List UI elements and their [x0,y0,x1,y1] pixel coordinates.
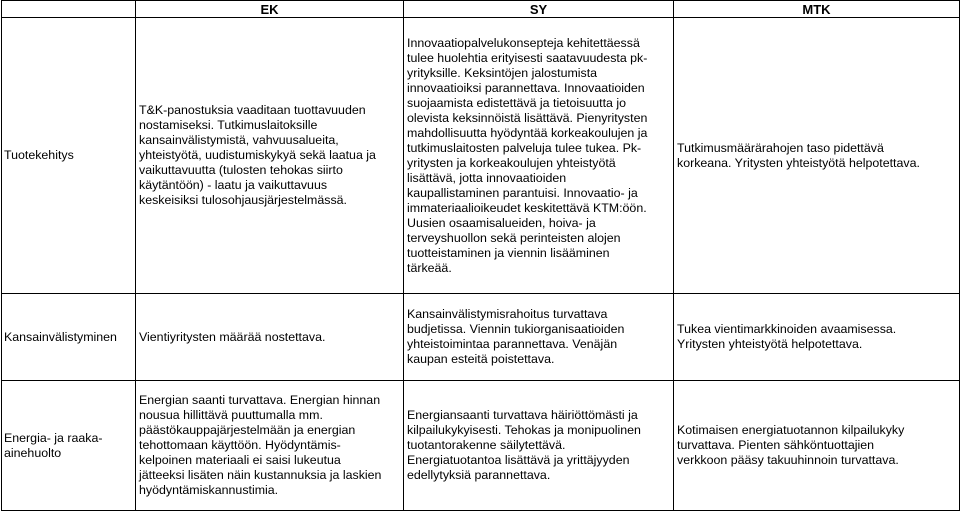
table-row [2,381,960,511]
cell-sy: Kansainvälistymisrahoitus turvattava budjetissa. Viennin tukiorganisaatioiden yhteistoimintaa parannettava. Venäjän kaupan esteitä poistettava. [404,294,674,381]
header-mtk: MTK [674,1,960,18]
header-row [2,1,960,18]
cell-mtk: Tukea vientimarkkinoiden avaamisessa. Yritysten yhteistyötä helpotettava. [674,294,960,381]
cell-mtk: Tutkimusmäärärahojen taso pidettävä korkeana. Yritysten yhteistyötä helpotettava. [674,18,960,294]
cell-sy: Innovaatiopalvelukonsepteja kehitettäessä tulee huolehtia erityisesti saatavuudesta pk- yrityksille. Keksintöjen jalostumista innovaatioiksi parannettava. Innovaatioiden suojaamista edistettävä ja tietoisuutta jo olevista keksinnöistä lisättävä. Pienyritysten mahdollisuutta hyödyntää korkeakoulujen ja tutkimuslaitosten palveluja tulee tukea. Pk- yritysten ja korkeakoulujen yhteistyötä lisättävä, jotta innovaatioiden kaupallistaminen parantuisi. Innovaatio- ja immateriaalioikeudet keskitettävä KTM:öön. Uusien osaamisalueiden, hoiva- ja terveyshuollon sekä perinteisten alojen tuotteistaminen ja viennin lisääminen tärkeää. [404,18,674,294]
cell-sy: Energiansaanti turvattava häiriöttömästi ja kilpailukykyisesti. Tehokas ja monipuolinen tuotantorakenne säilytettävä. Energiatuotantoa lisättävä ja yrittäjyyden edellytyksiä parannettava. [404,381,674,511]
row-label-energia: Energia- ja raaka- ainehuolto [2,381,136,511]
table-row [2,18,960,294]
cell-ek: Energian saanti turvattava. Energian hinnan nousua hillittävä puuttumalla mm. päästökauppajärjestelmään ja energian tehottomaan käyttöön. Hyödyntämis- kelpoinen materiaali ei saisi lukeutua jätteeksi lisäten näin kustannuksia ja laskien hyödyntämiskannustimia. [136,381,404,511]
comparison-table [1,0,960,511]
header-corner-cell [2,1,136,18]
row-label-tuotekehitys: Tuotekehitys [2,18,136,294]
table-row [2,294,960,381]
cell-ek: T&K-panostuksia vaaditaan tuottavuuden nostamiseksi. Tutkimuslaitoksille kansainvälistymistä, vahvuusalueita, yhteistyötä, uudistumiskykyä sekä laatua ja vaikuttavuutta (tulosten tehokas siirto käytäntöön) - laatu ja vaikuttavuus keskeisiksi tulosohjausjärjestelmässä. [136,18,404,294]
cell-ek: Vientiyritysten määrää nostettava. [136,294,404,381]
header-sy: SY [404,1,674,18]
row-label-kansainvalistyminen: Kansainvälistyminen [2,294,136,381]
cell-mtk: Kotimaisen energiatuotannon kilpailukyky turvattava. Pienten sähköntuottajien verkkoon pääsy takuuhinnoin turvattava. [674,381,960,511]
header-ek: EK [136,1,404,18]
